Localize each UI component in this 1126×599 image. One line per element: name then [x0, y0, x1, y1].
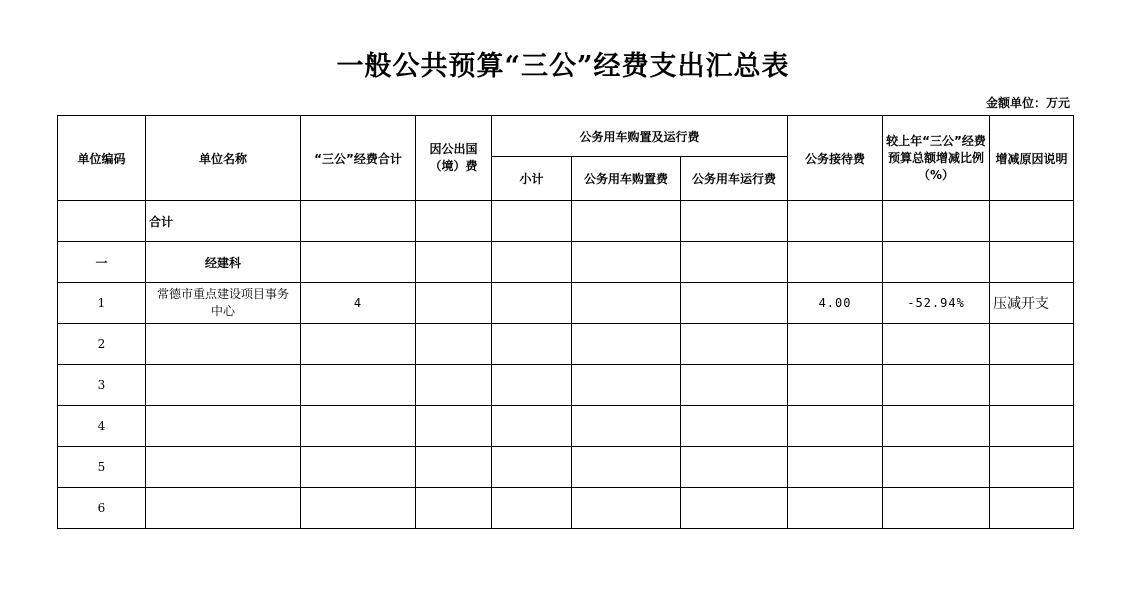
- cell-reception: [788, 365, 883, 406]
- cell-abroad: [416, 406, 492, 447]
- cell-purchase: [572, 488, 681, 529]
- cell-reason: [990, 201, 1074, 242]
- cell-name: [146, 365, 301, 406]
- cell-reason: 压减开支: [990, 283, 1074, 324]
- header-unit-name: 单位名称: [146, 116, 301, 201]
- cell-operation: [681, 242, 788, 283]
- cell-total: [301, 406, 416, 447]
- unit-label: 金额单位：万元: [985, 96, 1070, 110]
- cell-abroad: [416, 201, 492, 242]
- header-total: “三公”经费合计: [301, 116, 416, 201]
- cell-reception: [788, 406, 883, 447]
- cell-ratio: -52.94%: [883, 283, 990, 324]
- table-row: [58, 447, 1074, 488]
- cell-total: [301, 488, 416, 529]
- cell-code: 4: [58, 406, 146, 447]
- table-row-section: [58, 242, 1074, 283]
- cell-total: [301, 201, 416, 242]
- cell-name: [146, 324, 301, 365]
- cell-abroad: [416, 283, 492, 324]
- cell-code: 2: [58, 324, 146, 365]
- cell-operation: [681, 283, 788, 324]
- cell-ratio: [883, 201, 990, 242]
- cell-abroad: [416, 242, 492, 283]
- cell-reason: [990, 406, 1074, 447]
- table-row: [58, 488, 1074, 529]
- summary-table: [57, 115, 1074, 529]
- cell-subtotal: [492, 488, 572, 529]
- table-row-total: [58, 201, 1074, 242]
- cell-abroad: [416, 447, 492, 488]
- table-row: [58, 324, 1074, 365]
- cell-reason: [990, 488, 1074, 529]
- cell-purchase: [572, 242, 681, 283]
- cell-purchase: [572, 201, 681, 242]
- cell-operation: [681, 324, 788, 365]
- cell-purchase: [572, 406, 681, 447]
- cell-subtotal: [492, 324, 572, 365]
- cell-purchase: [572, 324, 681, 365]
- cell-purchase: [572, 365, 681, 406]
- cell-reason: [990, 242, 1074, 283]
- cell-subtotal: [492, 406, 572, 447]
- cell-reason: [990, 365, 1074, 406]
- cell-reception: [788, 488, 883, 529]
- cell-name: [146, 447, 301, 488]
- cell-subtotal: [492, 365, 572, 406]
- table-row: [58, 406, 1074, 447]
- cell-operation: [681, 365, 788, 406]
- cell-operation: [681, 488, 788, 529]
- cell-reason: [990, 447, 1074, 488]
- cell-ratio: [883, 488, 990, 529]
- table-row: [58, 365, 1074, 406]
- cell-total: 4: [301, 283, 416, 324]
- cell-code: [58, 201, 146, 242]
- cell-code: 3: [58, 365, 146, 406]
- cell-subtotal: [492, 201, 572, 242]
- header-change-ratio: 较上年“三公”经费预算总额增减比例（%）: [883, 116, 990, 201]
- cell-name: [146, 406, 301, 447]
- cell-ratio: [883, 365, 990, 406]
- cell-purchase: [572, 447, 681, 488]
- cell-reception: 4.00: [788, 283, 883, 324]
- cell-name: 常德市重点建设项目事务中心: [146, 283, 301, 324]
- header-unit-code: 单位编码: [58, 116, 146, 201]
- cell-operation: [681, 447, 788, 488]
- cell-total: [301, 365, 416, 406]
- cell-reception: [788, 324, 883, 365]
- cell-subtotal: [492, 283, 572, 324]
- cell-subtotal: [492, 447, 572, 488]
- cell-operation: [681, 201, 788, 242]
- cell-name: [146, 488, 301, 529]
- cell-ratio: [883, 242, 990, 283]
- table-row: [58, 283, 1074, 324]
- cell-total: [301, 242, 416, 283]
- header-reception: 公务接待费: [788, 116, 883, 201]
- cell-code: 6: [58, 488, 146, 529]
- cell-name: 合计: [146, 201, 301, 242]
- page-title: 一般公共预算“三公”经费支出汇总表: [336, 51, 790, 82]
- cell-total: [301, 447, 416, 488]
- cell-name: 经建科: [146, 242, 301, 283]
- cell-ratio: [883, 406, 990, 447]
- cell-code: 5: [58, 447, 146, 488]
- cell-purchase: [572, 283, 681, 324]
- cell-reception: [788, 242, 883, 283]
- cell-ratio: [883, 324, 990, 365]
- cell-ratio: [883, 447, 990, 488]
- cell-abroad: [416, 488, 492, 529]
- cell-reception: [788, 447, 883, 488]
- header-subtotal: 小计: [492, 157, 572, 201]
- cell-operation: [681, 406, 788, 447]
- cell-abroad: [416, 365, 492, 406]
- header-vehicle-operation: 公务用车运行费: [681, 157, 788, 201]
- cell-reason: [990, 324, 1074, 365]
- cell-reception: [788, 201, 883, 242]
- header-vehicle-purchase: 公务用车购置费: [572, 157, 681, 201]
- cell-total: [301, 324, 416, 365]
- cell-abroad: [416, 324, 492, 365]
- cell-code: 一: [58, 242, 146, 283]
- header-vehicle-group: 公务用车购置及运行费: [492, 116, 788, 157]
- cell-code: 1: [58, 283, 146, 324]
- header-reason: 增减原因说明: [990, 116, 1074, 201]
- cell-subtotal: [492, 242, 572, 283]
- header-abroad: 因公出国（境）费: [416, 116, 492, 201]
